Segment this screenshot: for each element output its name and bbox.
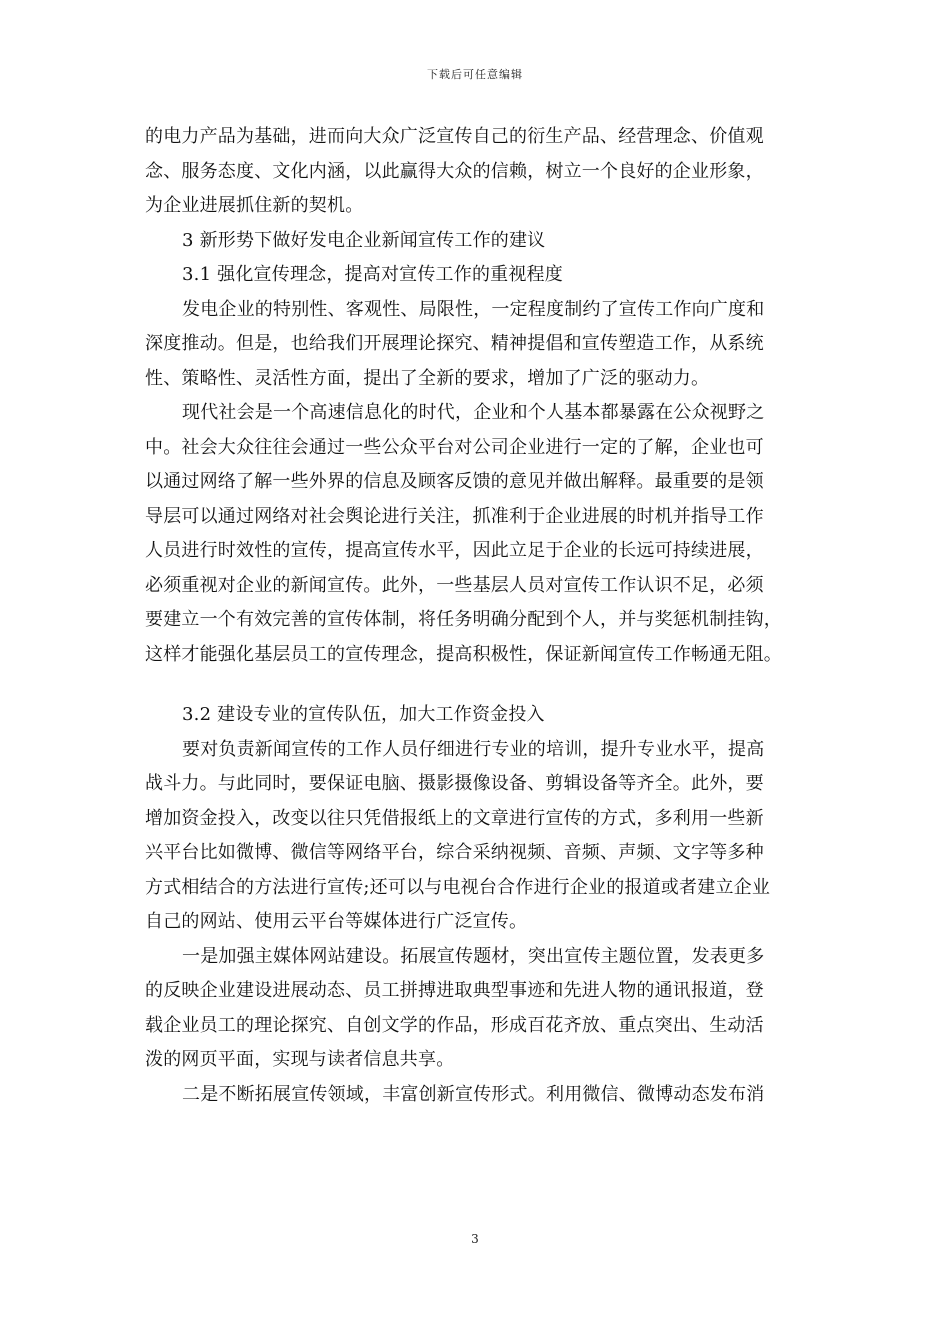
text-line: 自己的网站、使用云平台等媒体进行广泛宣传。 — [145, 911, 528, 932]
text-line: 以通过网络了解一些外界的信息及顾客反馈的意见并做出解释。最重要的是领 — [145, 471, 764, 492]
text-line: 导层可以通过网络对社会舆论进行关注，抓准利于企业进展的时机并指导工作 — [145, 505, 764, 527]
text-line: 一是加强主媒体网站建设。拓展宣传题材，突出宣传主题位置，发表更多 — [182, 945, 765, 967]
paragraph — [145, 1078, 825, 1113]
page-header: 下载后可任意编辑 — [427, 68, 523, 81]
subsection-heading: 3.2 建设专业的宣传队伍，加大工作资金投入 — [182, 704, 545, 725]
text-line: 兴平台比如微博、微信等网络平台，综合采纳视频、音频、声频、文字等多种 — [145, 842, 764, 863]
paragraph — [145, 396, 825, 672]
text-line: 载企业员工的理论探究、自创文学的作品，形成百花齐放、重点突出、生动活 — [145, 1014, 764, 1036]
text-line: 发电企业的特别性、客观性、局限性，一定程度制约了宣传工作向广度和 — [182, 298, 765, 320]
text-line: 增加资金投入，改变以往只凭借报纸上的文章进行宣传的方式，多利用一些新 — [145, 807, 764, 829]
paragraph — [145, 733, 825, 940]
paragraph — [145, 293, 825, 397]
page-number: 3 — [471, 1232, 479, 1246]
text-line: 战斗力。与此同时，要保证电脑、摄影摄像设备、剪辑设备等齐全。此外，要 — [145, 773, 764, 794]
text-line: 二是不断拓展宣传领域，丰富创新宣传形式。利用微信、微博动态发布消 — [182, 1083, 765, 1105]
text-line: 性、策略性、灵活性方面，提出了全新的要求，增加了广泛的驱动力。 — [145, 367, 710, 389]
text-line: 深度推动。但是，也给我们开展理论探究、精神提倡和宣传塑造工作，从系统 — [145, 333, 764, 354]
paragraph — [145, 940, 825, 1078]
text-line: 这样才能强化基层员工的宣传理念，提高积极性，保证新闻宣传工作畅通无阻。 — [145, 643, 782, 665]
text-line: 中。社会大众往往会通过一些公众平台对公司企业进行一定的了解，企业也可 — [145, 436, 764, 458]
text-line: 人员进行时效性的宣传，提高宣传水平，因此立足于企业的长远可持续进展， — [145, 540, 764, 561]
section-heading: 3 新形势下做好发电企业新闻宣传工作的建议 — [182, 229, 546, 251]
text-line: 现代社会是一个高速信息化的时代，企业和个人基本都暴露在公众视野之 — [182, 402, 765, 423]
text-line: 要对负责新闻宣传的工作人员仔细进行专业的培训，提升专业水平，提高 — [182, 738, 765, 760]
subsection-heading: 3.1 强化宣传理念，提高对宣传工作的重视程度 — [182, 264, 563, 285]
text-line: 的电力产品为基础，进而向大众广泛宣传自己的衍生产品、经营理念、价值观 — [145, 126, 764, 147]
text-line: 泼的网页平面，实现与读者信息共享。 — [145, 1049, 455, 1070]
text-line: 为企业进展抓住新的契机。 — [145, 195, 364, 216]
spacer — [145, 672, 825, 698]
paragraph — [145, 120, 825, 224]
text-line: 的反映企业建设进展动态、员工拼搏进取典型事迹和先进人物的通讯报道，登 — [145, 980, 764, 1001]
text-line: 要建立一个有效完善的宣传体制，将任务明确分配到个人，并与奖惩机制挂钩， — [145, 609, 782, 630]
document-body — [145, 120, 825, 1112]
text-line: 必须重视对企业的新闻宣传。此外，一些基层人员对宣传工作认识不足，必须 — [145, 574, 764, 596]
text-line: 念、服务态度、文化内涵，以此赢得大众的信赖，树立一个良好的企业形象， — [145, 160, 764, 182]
text-line: 方式相结合的方法进行宣传;还可以与电视台合作进行企业的报道或者建立企业 — [145, 876, 771, 898]
